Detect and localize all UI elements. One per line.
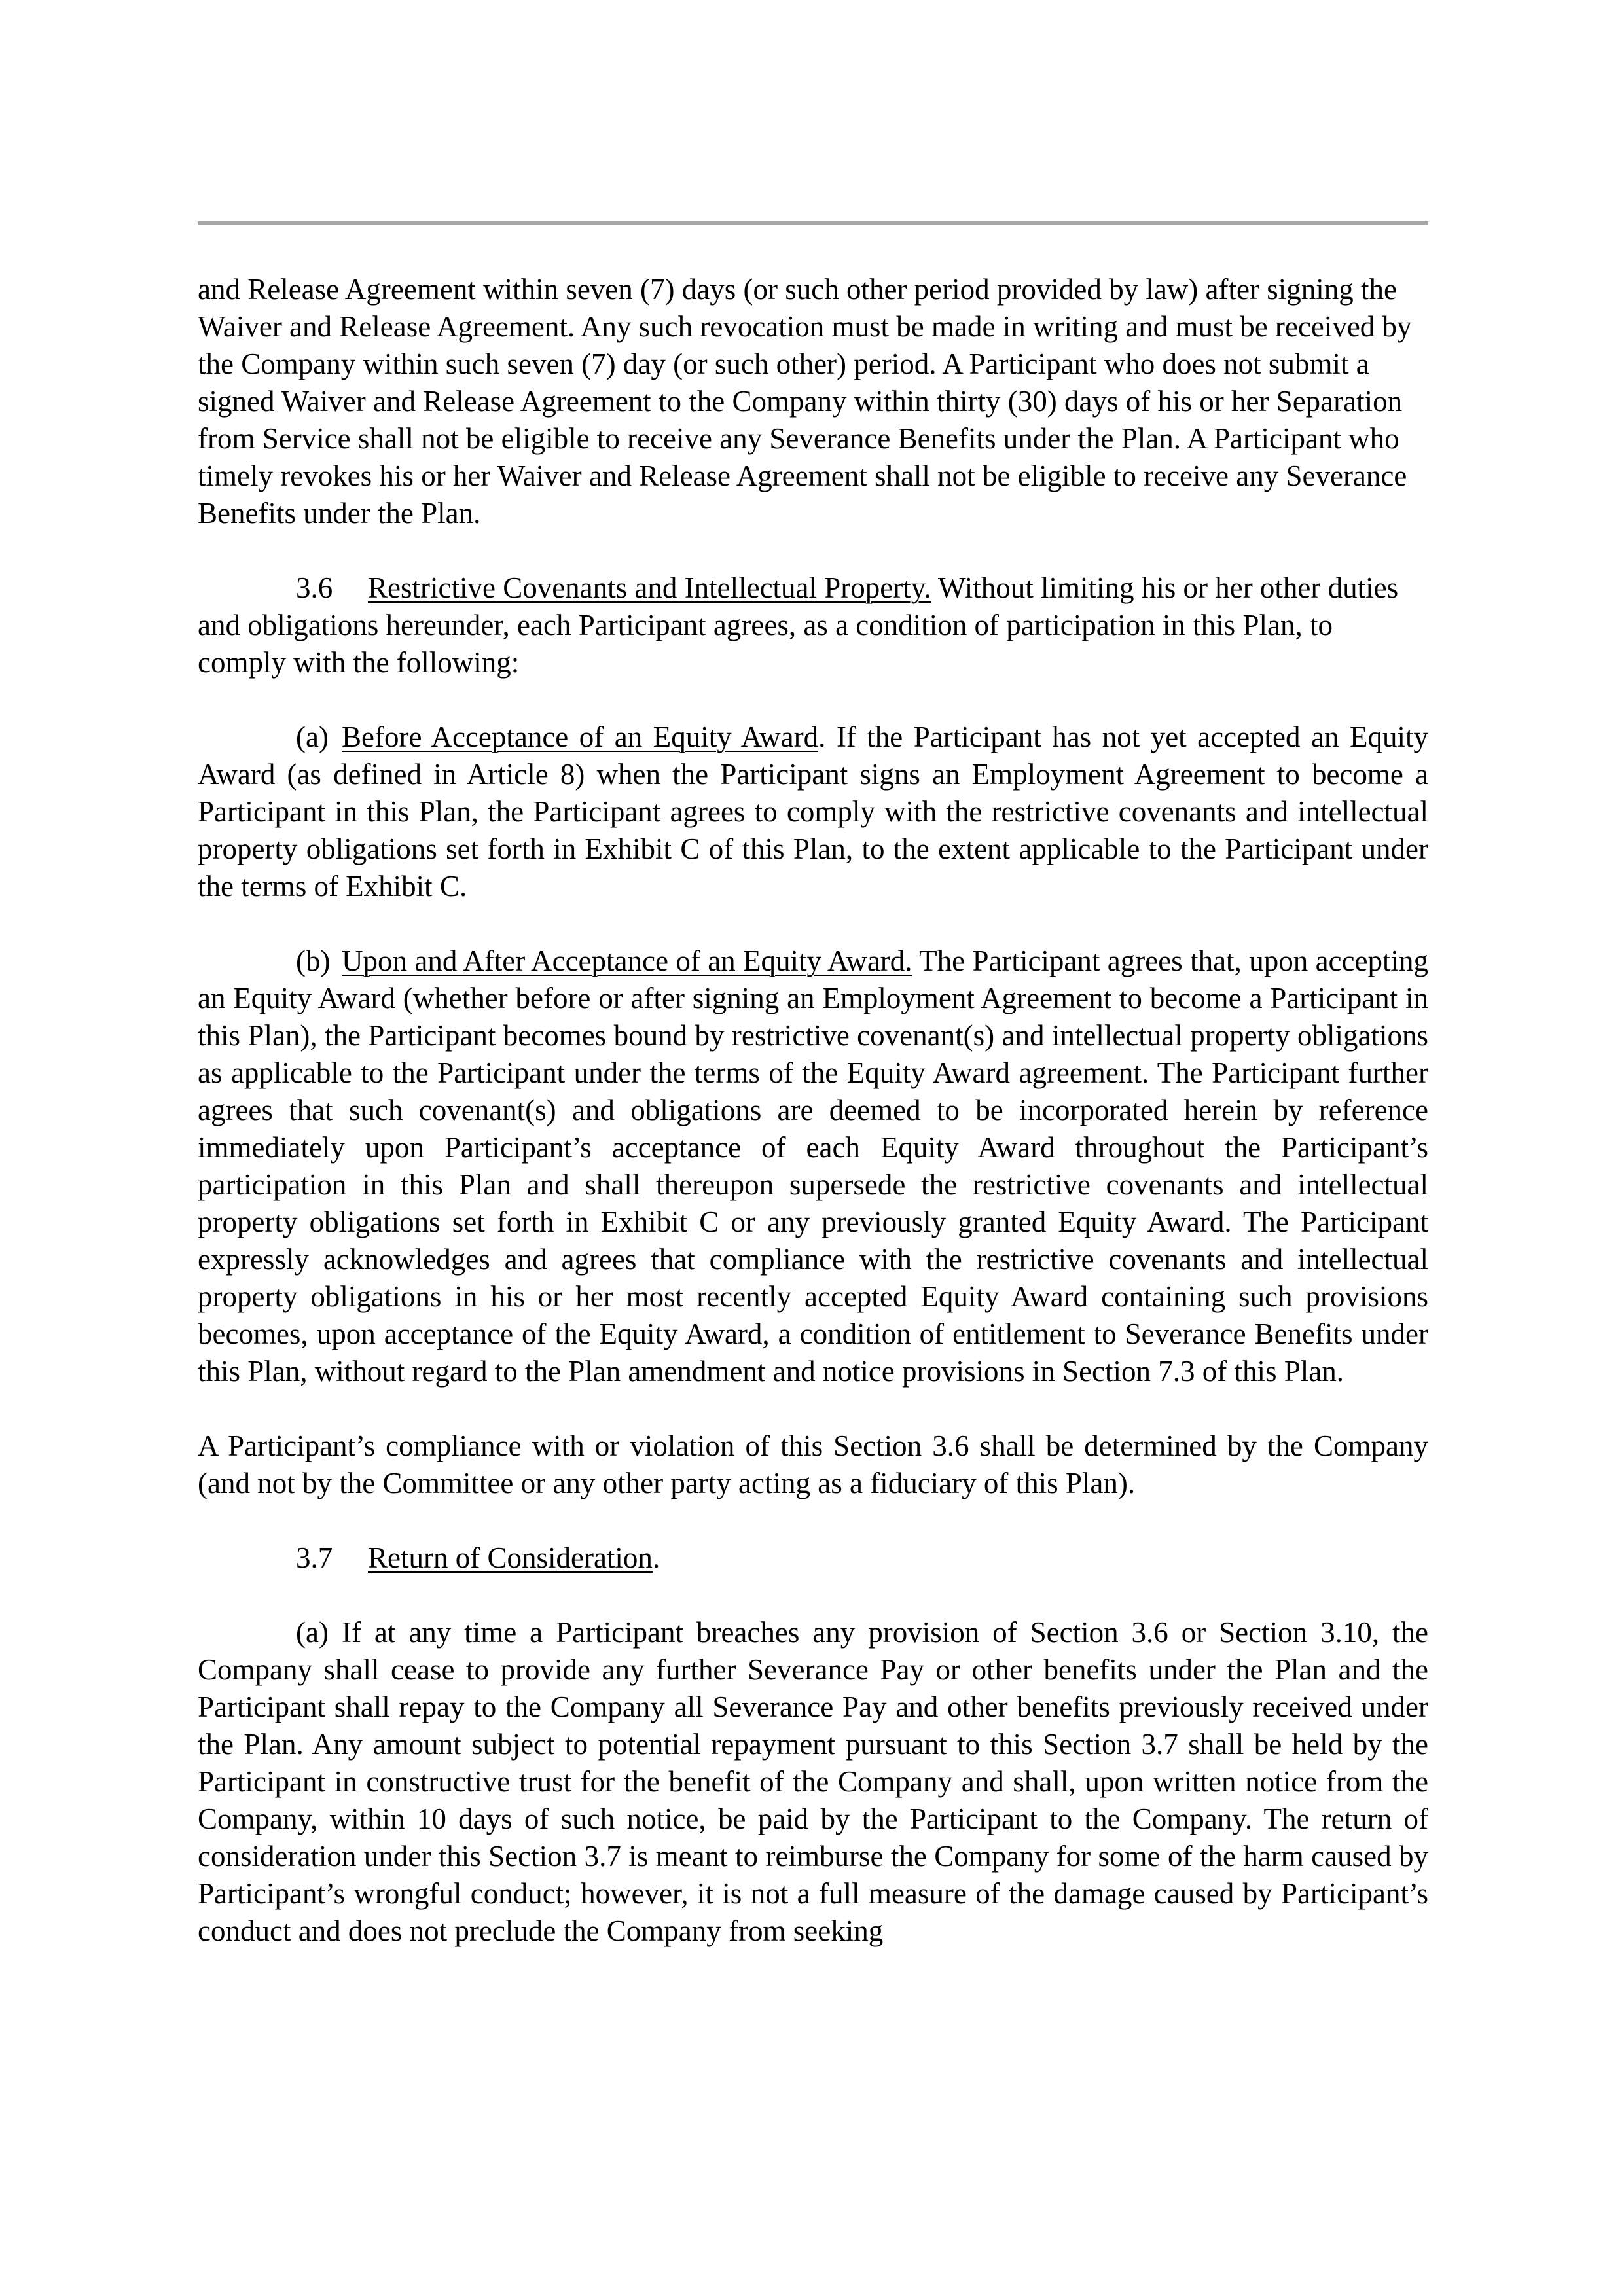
section-3-6-b <box>198 942 1428 1390</box>
subsection-label: (a) <box>296 1616 329 1649</box>
section-heading: Restrictive Covenants and Intellectual Property. <box>368 571 931 604</box>
section-text: . <box>652 1541 660 1574</box>
section-3-6 <box>198 569 1428 681</box>
subsection-label: (b) <box>296 944 331 977</box>
subsection-label: (a) <box>296 721 329 753</box>
paragraph-release-revocation <box>198 271 1428 532</box>
paragraph-text: and Release Agreement within seven (7) days (or such other period provided by law) after signing the Waiver and Release Agreement. Any such revocation must be made in writing and must be received by the Company within such seven (7) day (or such other) period. A Participant who does not submit a signed Waiver and Release Agreement to the Company within thirty (30) days of his or her Separation from Service shall not be eligible to receive any Severance Benefits under the Plan. A Participant who timely revokes his or her Waiver and Release Agreement shall not be eligible to receive any Severance Benefits under the Plan. <box>198 273 1412 529</box>
subsection-text: The Participant agrees that, upon accepting an Equity Award (whether before or after signing an Employment Agreement to become a Participant in this Plan), the Participant becomes bound by restrictive covenant(s) and intellectual property obligations as applicable to the Participant under the terms of the Equity Award agreement. The Participant further agrees that such covenant(s) and obligations are deemed to be incorporated herein by reference immediately upon Participant’s acceptance of each Equity Award throughout the Participant’s participation in this Plan and shall thereupon supersede the restrictive covenants and intellectual property obligations set forth in Exhibit C or any previously granted Equity Award. The Participant expressly acknowledges and agrees that compliance with the restrictive covenants and intellectual property obligations in his or her most recently accepted Equity Award containing such provisions becomes, upon acceptance of the Equity Award, a condition of entitlement to Severance Benefits under this Plan, without regard to the Plan amendment and notice provisions in Section 7.3 of this Plan. <box>198 944 1428 1388</box>
subsection-heading: Before Acceptance of an Equity Award <box>342 721 819 753</box>
subsection-text: . If the Participant has not yet accepted an Equity Award (as defined in Article 8) when the Participant signs an Employment Agreement to become a Participant in this Plan, the Participant agrees to comply with the restrictive covenants and intellectual property obligations set forth in Exhibit C of this Plan, to the extent applicable to the Participant under the terms of Exhibit C. <box>198 721 1428 903</box>
subsection-heading: Upon and After Acceptance of an Equity Award. <box>342 944 912 977</box>
section-number: 3.6 <box>296 571 333 604</box>
document-body <box>198 271 1428 1950</box>
section-heading: Return of Consideration <box>368 1541 653 1574</box>
section-text: Without limiting his or her other duties and obligations hereunder, each Participant agrees, as a condition of participation in this Plan, to comply with the following: <box>198 571 1399 679</box>
subsection-text: If at any time a Participant breaches any provision of Section 3.6 or Section 3.10, the Company shall cease to provide any further Severance Pay or other benefits under the Plan and the Participant shall repay to the Company all Severance Pay and other benefits previously received under the Plan. Any amount subject to potential repayment pursuant to this Section 3.7 shall be held by the Participant in constructive trust for the benefit of the Company and shall, upon written notice from the Company, within 10 days of such notice, be paid by the Participant to the Company. The return of consideration under this Section 3.7 is meant to reimburse the Company for some of the harm caused by Participant’s wrongful conduct; however, it is not a full measure of the damage caused by Participant’s conduct and does not preclude the Company from seeking <box>198 1616 1428 1947</box>
paragraph-compliance <box>198 1427 1428 1502</box>
section-3-7 <box>198 1539 1428 1577</box>
section-number: 3.7 <box>296 1541 333 1574</box>
section-3-7-a <box>198 1614 1428 1950</box>
header-rule <box>198 221 1428 225</box>
section-3-6-a <box>198 719 1428 905</box>
paragraph-text: A Participant’s compliance with or violation of this Section 3.6 shall be determined by the Company (and not by the Committee or any other party acting as a fiduciary of this Plan). <box>198 1429 1428 1499</box>
